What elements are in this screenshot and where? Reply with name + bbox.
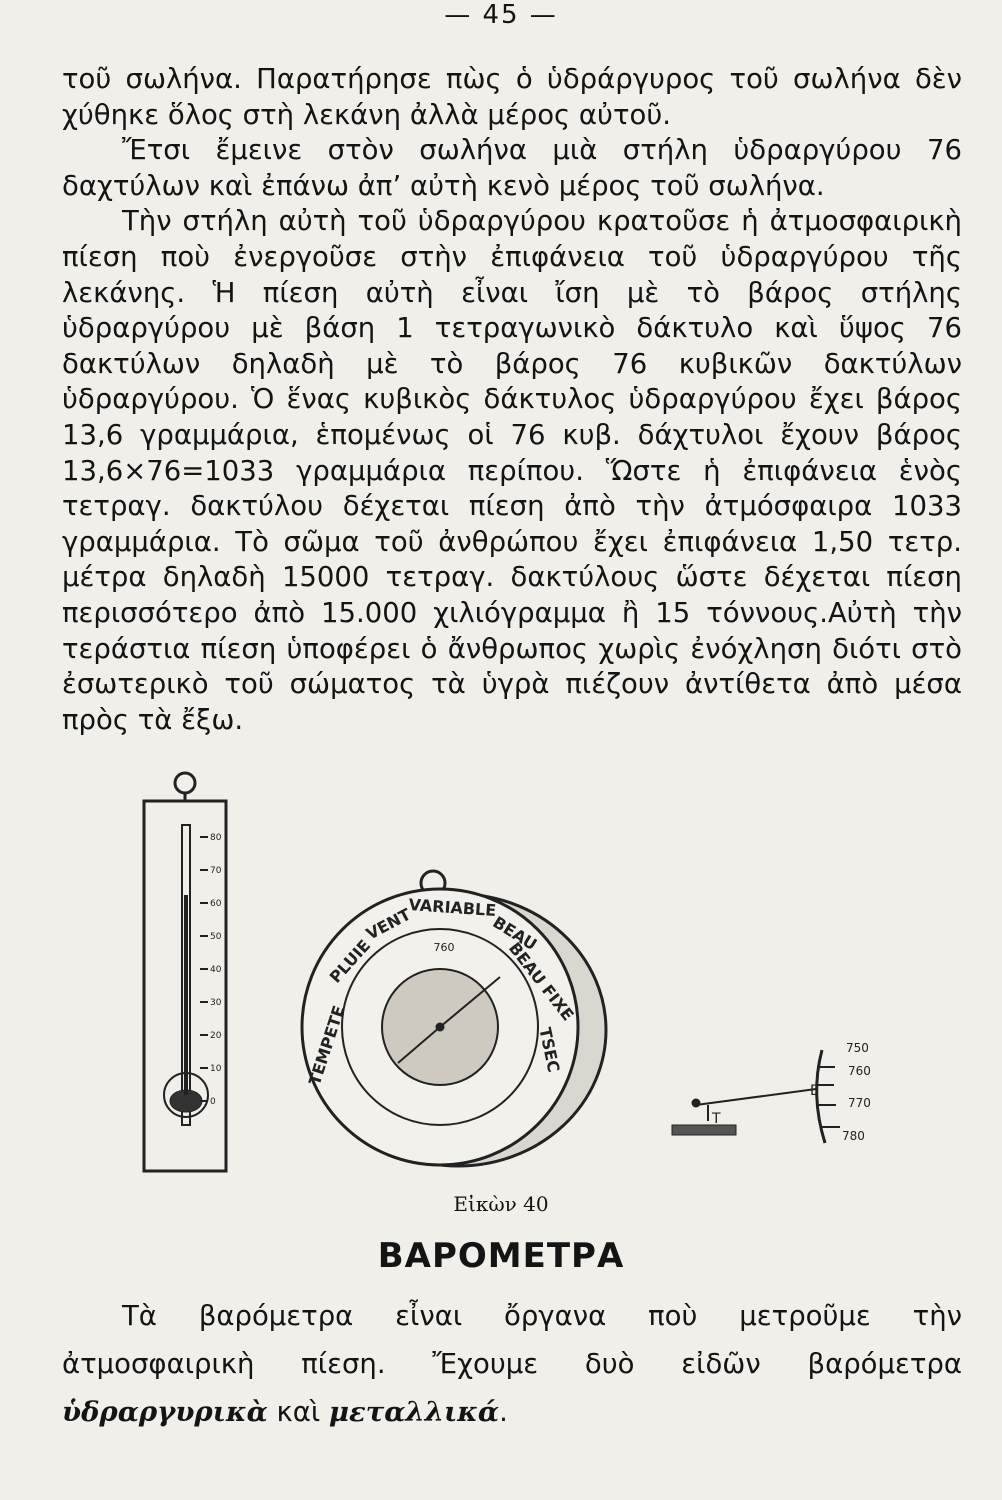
thermometer-label-60: 60 xyxy=(210,899,222,909)
thermometer-label-30: 30 xyxy=(210,998,222,1008)
thermometer-label-80: 80 xyxy=(210,833,222,843)
body-text xyxy=(62,62,962,738)
barometer-label-tsec: TSEC xyxy=(535,1025,564,1074)
mechanism-label-750: 750 xyxy=(846,1041,869,1055)
section-intro-text: Τὰ βαρόμετρα εἶναι ὄργανα ποὺ μετροῦμε τὴν ἀτμοσφαιρικὴ πίεση. Ἔχουμε δυὸ εἰδῶν βαρόμετρα xyxy=(62,1300,962,1380)
barometer-dial-value: 760 xyxy=(433,941,455,954)
paragraph-3: Τὴν στήλη αὐτὴ τοῦ ὑδραργύρου κρατοῦσε ἡ ἀτμοσφαιρικὴ πίεση ποὺ ἐνεργοῦσε στὴν ἐπιφάνεια τοῦ ὑδραργύρου τῆς λεκάνης. Ἡ πίεση αὐτὴ εἶναι ἴση μὲ τὸ βάρος στήλης ὑδραργύρου μὲ βάση 1 τετραγωνικὸ δάκτυλο καὶ ὕψος 76 δακτύλων δηλαδὴ μὲ τὸ βάρος 76 κυβικῶν δακτύλων ὑδραργύρου. Ὁ ἕνας κυβικὸς δάκτυλος ὑδραργύρου ἔχει βάρος 13,6 γραμμάρια, ἑπομένως οἱ 76 κυβ. δάχτυλοι ἔχουν βάρος 13,6×76=1033 γραμμάρια περίπου. Ὥστε ἡ ἐπιφάνεια ἑνὸς τετραγ. δακτύλου δέχεται πίεση ἀπὸ τὴν ἀτμόσφαιρα 1033 γραμμάρια. Τὸ σῶμα τοῦ ἀνθρώπου ἔχει ἐπιφάνεια 1,50 τετρ. μέτρα δηλαδὴ 15000 τετραγ. δακτύλους ὥστε δέχεται πίεση περισσότερο ἀπὸ 15.000 χιλιόγραμμα ἢ 15 τόννους.Αὐτὴ τὴν τεράστια πίεση ὑποφέρει ὁ ἄνθρωπος χωρὶς ἐνόχληση διότι στὸ ἐσωτερικὸ τοῦ σώματος τὰ ὑγρὰ πιέζουν ἀντίθετα ἀπὸ μέσα πρὸς τὰ ἔξω. xyxy=(62,205,962,736)
mechanism-letter-e: E xyxy=(810,1083,819,1099)
thermometer-label-50: 50 xyxy=(210,932,222,942)
paragraph-1: τοῦ σωλήνα. Παρατήρησε πὼς ὁ ὑδράργυρος τοῦ σωλήνα δὲν χύθηκε ὅλος στὴ λεκάνη ἀλλὰ μέρος αὐτοῦ. xyxy=(62,63,962,131)
section-heading: ΒΑΡΟΜΕΤΡΑ xyxy=(377,1236,625,1276)
mechanism-letter-t: T xyxy=(712,1111,721,1127)
section-conjunction: καὶ xyxy=(276,1396,321,1428)
barometer-label-beau-fixe: BEAU FIXE xyxy=(504,938,578,1025)
thermometer-label-70: 70 xyxy=(210,866,222,876)
mechanism-label-770: 770 xyxy=(848,1096,871,1110)
thermometer-label-10: 10 xyxy=(210,1064,222,1074)
figure-40 xyxy=(100,765,930,1185)
barometer-label-pluie: PLUIE xyxy=(325,935,375,987)
mechanism-label-760: 760 xyxy=(848,1064,871,1078)
term-mercury: ὑδραργυρικὰ xyxy=(62,1396,268,1428)
thermometer-label-0: 0 xyxy=(210,1097,216,1107)
thermometer-label-40: 40 xyxy=(210,965,222,975)
barometer-label-vent: VENT xyxy=(362,904,414,944)
figure-caption: Εἰκὼν 40 xyxy=(453,1192,549,1216)
page-number: — 45 — xyxy=(444,0,558,30)
paragraph-2: Ἔτσι ἔμεινε στὸν σωλήνα μιὰ στήλη ὑδραργύρου 76 δαχτύλων καὶ ἐπάνω ἀπ’ αὐτὴ κενὸ μέρος τοῦ σωλήνα. xyxy=(62,134,962,202)
mechanism-label-780: 780 xyxy=(842,1129,865,1143)
barometer-label-tempete: TEMPETE xyxy=(305,1003,349,1088)
section-paragraph: Τὰ βαρόμετρα εἶναι ὄργανα ποὺ μετροῦμε τὴν ἀτμοσφαιρικὴ πίεση. Ἔχουμε δυὸ εἰδῶν βαρόμετρα ὑδραργυρικὰ καὶ μεταλλικά. xyxy=(62,1300,962,1428)
barometer-label-variable: VARIABLE xyxy=(407,894,497,921)
thermometer-label-20: 20 xyxy=(210,1031,222,1041)
barometer-label-beau: BEAU xyxy=(489,912,541,955)
term-metallic: μεταλλικά xyxy=(328,1396,500,1428)
